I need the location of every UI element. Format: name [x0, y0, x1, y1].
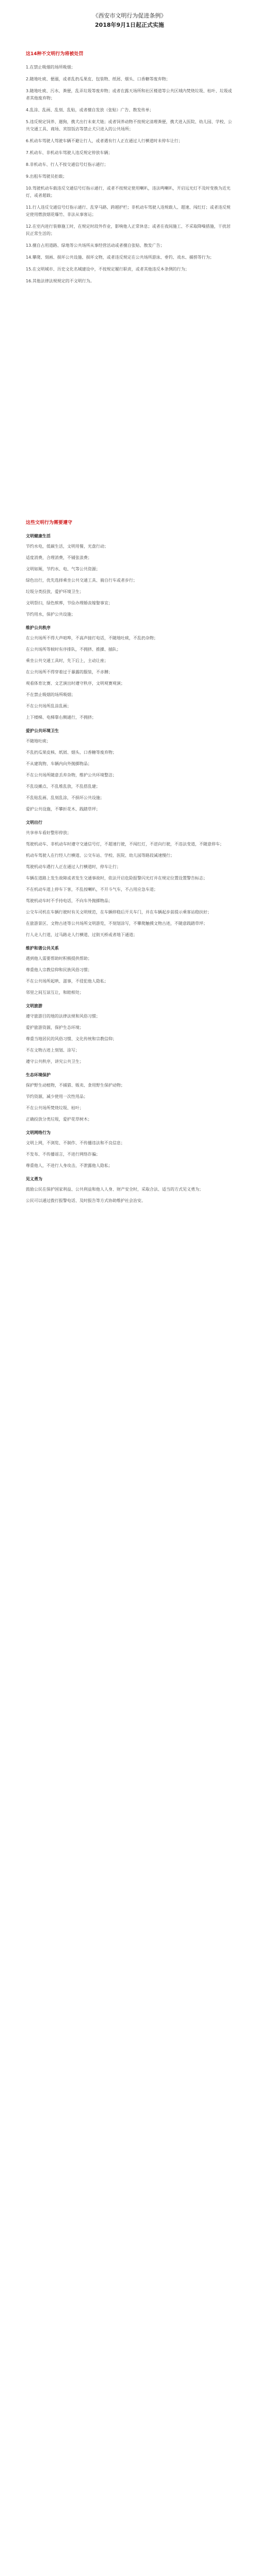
civilized-item: 在公共场所不得大声喧哗，不高声接打电话，不随地吐痰，不乱扔杂物；	[26, 636, 158, 640]
civilized-subheading: 维护公共秩序	[26, 625, 51, 630]
civilized-subheading: 生态环境保护	[26, 1073, 51, 1077]
page-subtitle: 2018年9月1日起正式实施	[95, 22, 164, 28]
penalty-section	[26, 50, 233, 290]
civilized-item: 不从建筑物、车辆内向外抛掷物品；	[26, 761, 92, 766]
civilized-item: 不发布、不传播谣言，不进行网络诈骗；	[26, 1152, 100, 1157]
civilized-item: 保护野生动植物，不捕猎、贩卖、食用野生保护动物；	[26, 1083, 125, 1088]
civilized-subheading: 见义勇为	[26, 1177, 42, 1181]
civilized-item: 适度消费，合理消费，不铺张浪费；	[26, 555, 92, 560]
civilized-item: 不乱扔瓜果皮核、纸屑、烟头、口香糖等废弃物；	[26, 750, 117, 755]
civilized-item: 不在公共场所乱涂乱画；	[26, 704, 71, 708]
civilized-item: 观看体育比赛、文艺演出时遵守秩序，文明观赛观演；	[26, 681, 125, 686]
penalty-item: 4.乱涂、乱画、乱刻、乱贴，或者擅自发放（张贴）广告、散发传单；	[26, 108, 154, 112]
penalty-item: 5.违反规定饲养、遛狗，携犬出行未束犬链；或者饲养动物不按规定清理粪便，携犬进入医院、幼儿园、学校、公共交通工具、商场、宾馆饭店等禁止犬只进入的公共场所；	[26, 120, 232, 131]
civilized-item: 共享单车看好整形停放；	[26, 831, 71, 835]
civilized-item: 不乱设摊点、不乱堆乱放，不乱搭乱建；	[26, 784, 100, 789]
penalty-item: 2.随地吐痰、便溺，或者乱扔瓜果皮、包装物、纸屑、烟头、口香糖等废弃物；	[26, 77, 170, 81]
civilized-item: 文明祭扫，绿色殡葬，节俭办理婚丧嫁娶事宜；	[26, 601, 112, 605]
civilized-item: 绿色出行，优先选择乘坐公共交通工具、骑自行车或者步行；	[26, 578, 137, 583]
civilized-item: 鼓励公民在保护国家利益、公共利益和他人人身、财产安全时，采取合法、适当的方式见义勇为；	[26, 1187, 203, 1192]
civilized-item: 不在公共场所起哄、滋事，不侵犯他人隐私；	[26, 979, 108, 984]
civilized-item: 公民可以通过拨打报警电话、及时报告等方式协助维护社会治安。	[26, 1198, 145, 1203]
penalty-item: 12.在室内进行装修施工时，在规定时段外作业，影响他人正常休息；或者在夜间施工、不采取降噪措施，干扰居民正常生活的；	[26, 224, 231, 236]
civilized-item: 节约资源，减少使用一次性用品；	[26, 1094, 88, 1099]
civilized-item: 遇到他人需要帮助时积极提供帮助；	[26, 956, 92, 961]
penalty-item: 11.行人违反交通信号灯指示通行、乱穿马路、跨越护栏；非机动车驾驶人违规载人、超速、闯红灯；或者违反规定使用燃放烟花爆竹、非法从事客运；	[26, 205, 231, 217]
civilized-item: 邻里之间互谅互让，和睦相处；	[26, 990, 84, 995]
penalty-item: 13.擅自占用道路、绿地等公共场所从事经营活动或者擅自张贴、散发广告；	[26, 243, 165, 248]
penalty-item: 1.在禁止吸烟的场所吸烟；	[26, 65, 75, 70]
civilized-item: 文明如厕，节约水、电、气等公共资源；	[26, 567, 100, 571]
civilized-item: 公交车司机在车辆行驶时有关文明规范，在车辆停稳后开关车门，并在车辆起步前提示乘客站稳扶好；	[26, 910, 212, 914]
civilized-item: 不在机动车道上停车下客，不乱按喇叭，不开斗气车，不占用应急车道；	[26, 887, 158, 892]
civilized-item: 不在公共场所随意丢弃杂物，维护公共环境整洁；	[26, 773, 117, 777]
civilized-item: 不乱贴乱画、乱刻乱涂，不损坏公共设施；	[26, 795, 104, 800]
civilized-item: 在旅游景区、文物古迹等公共场所文明游览，不刻划涂写，不攀爬触摸文物古迹，不随意践踏草坪；	[26, 921, 207, 926]
penalty-item: 7.机动车、非机动车驾驶人违反规定停放车辆；	[26, 150, 112, 155]
penalty-heading: 这14种不文明行为将被处罚	[26, 52, 84, 57]
penalty-item: 3.随地吐痰、污水、粪便，乱弄垃圾等废弃物；或者在露天场所和社区楼道等公共区域内焚烧垃圾、枯叶、垃圾或者其他废弃物；	[26, 89, 232, 100]
civilized-section	[26, 519, 233, 1209]
civilized-item: 不在文物古迹上刻划、涂写；	[26, 1048, 79, 1053]
penalty-item: 8.非机动车、行人不按交通信号灯指示通行；	[26, 162, 108, 167]
civilized-item: 节约用水，保护公共设施；	[26, 612, 75, 617]
civilized-item: 爱护旅游资源，保护生态环境；	[26, 1025, 84, 1030]
civilized-item: 爱护公共设施，不攀折花木、践踏草坪；	[26, 807, 100, 811]
civilized-item: 乘坐公共交通工具时，先下后上，主动让座；	[26, 658, 108, 663]
civilized-heading: 这些文明行为需要遵守	[26, 520, 73, 526]
civilized-item: 遵守旅游目的地的法律法规和风俗习惯；	[26, 1014, 100, 1019]
civilized-item: 不在公共场所焚烧垃圾、枯叶；	[26, 1106, 84, 1110]
civilized-item: 尊重他人宗教信仰和民族风俗习惯；	[26, 968, 92, 972]
civilized-item: 驾驶机动车、非机动车时遵守交通信号灯，不超速行驶，不闯红灯，不逆向行驶，不违法变道，不随意停车；	[26, 842, 224, 846]
page-title: 《西安市文明行为促进条例》	[92, 12, 167, 19]
penalty-item: 16.其他法律法规规定的不文明行为。	[26, 279, 94, 283]
civilized-item: 行人走人行道，过马路走人行横道、过街天桥或者地下通道；	[26, 933, 137, 937]
header	[0, 0, 259, 30]
penalty-item: 15.在文明城市、历史文化名城建设中，不按规定履行职责，或者其他违反本条例的行为；	[26, 267, 189, 272]
civilized-item: 在公共场所不得穿着过于暴露的服装，不赤膊；	[26, 670, 112, 674]
civilized-subheading: 文明出行	[26, 820, 42, 825]
penalty-list	[26, 64, 233, 285]
civilized-subheading: 维护和谐公共关系	[26, 946, 59, 951]
civilized-item: 正确投放分类垃圾，爱护花草树木；	[26, 1117, 92, 1122]
civilized-item: 在公共场所等候时有序排队，不拥挤、推搡、插队；	[26, 647, 121, 652]
penalty-item: 14.攀爬、刻画、损坏公共设施、损坏文物，或者违反规定在公共场所游泳、垂钓、戏水、捕捞等行为；	[26, 255, 214, 260]
civilized-item: 驾驶机动车遇行人正在通过人行横道时，停车让行；	[26, 865, 121, 869]
penalty-item: 6.机动车驾驶人驾驶车辆不避让行人，或者遇有行人正在通过人行横道时未停车让行；	[26, 139, 183, 143]
civilized-item: 节约水电，低碳生活，文明用餐，光盘行动；	[26, 544, 108, 549]
civilized-subheading: 文明旅游	[26, 1004, 42, 1008]
civilized-item: 尊重当地居民的风俗习惯、文化传统和宗教信仰；	[26, 1037, 117, 1041]
civilized-list	[26, 533, 233, 1205]
civilized-subheading: 文明健康生活	[26, 534, 51, 538]
civilized-item: 尊重他人，不进行人身攻击，不泄露他人隐私；	[26, 1163, 112, 1168]
civilized-item: 车辆在道路上发生故障或者发生交通事故时，依法开启危险报警闪光灯并在规定位置设置警告标志；	[26, 876, 207, 880]
civilized-subheading: 文明网络行为	[26, 1130, 51, 1135]
penalty-item: 10.驾驶机动车载违反交通信号灯指示通行，或者不按规定使用喇叭，违法鸣喇叭，开启远光灯不及时变换为近光灯，或者超载；	[26, 186, 231, 198]
civilized-item: 垃圾分类投放，爱护环境卫生；	[26, 589, 84, 594]
civilized-item: 遵守公共秩序，讲究公共卫生；	[26, 1059, 84, 1064]
civilized-item: 上下楼梯、电梯靠右侧通行，不拥挤；	[26, 715, 96, 720]
penalty-item: 9.出租车驾驶员拒载；	[26, 174, 67, 179]
civilized-item: 不随地吐痰；	[26, 739, 51, 743]
civilized-item: 文明上网，不浏览、不制作、不传播违法和不良信息；	[26, 1141, 125, 1145]
civilized-item: 驾驶机动车时不手持电话，不向车外抛掷物品；	[26, 899, 112, 903]
civilized-item: 机动车驾驶人在行经人行横道、公交车站、学校、医院、幼儿园等路段减速慢行；	[26, 853, 174, 858]
civilized-item: 不在禁止吸烟的场所吸烟；	[26, 692, 75, 697]
civilized-subheading: 爱护公共环境卫生	[26, 728, 59, 733]
